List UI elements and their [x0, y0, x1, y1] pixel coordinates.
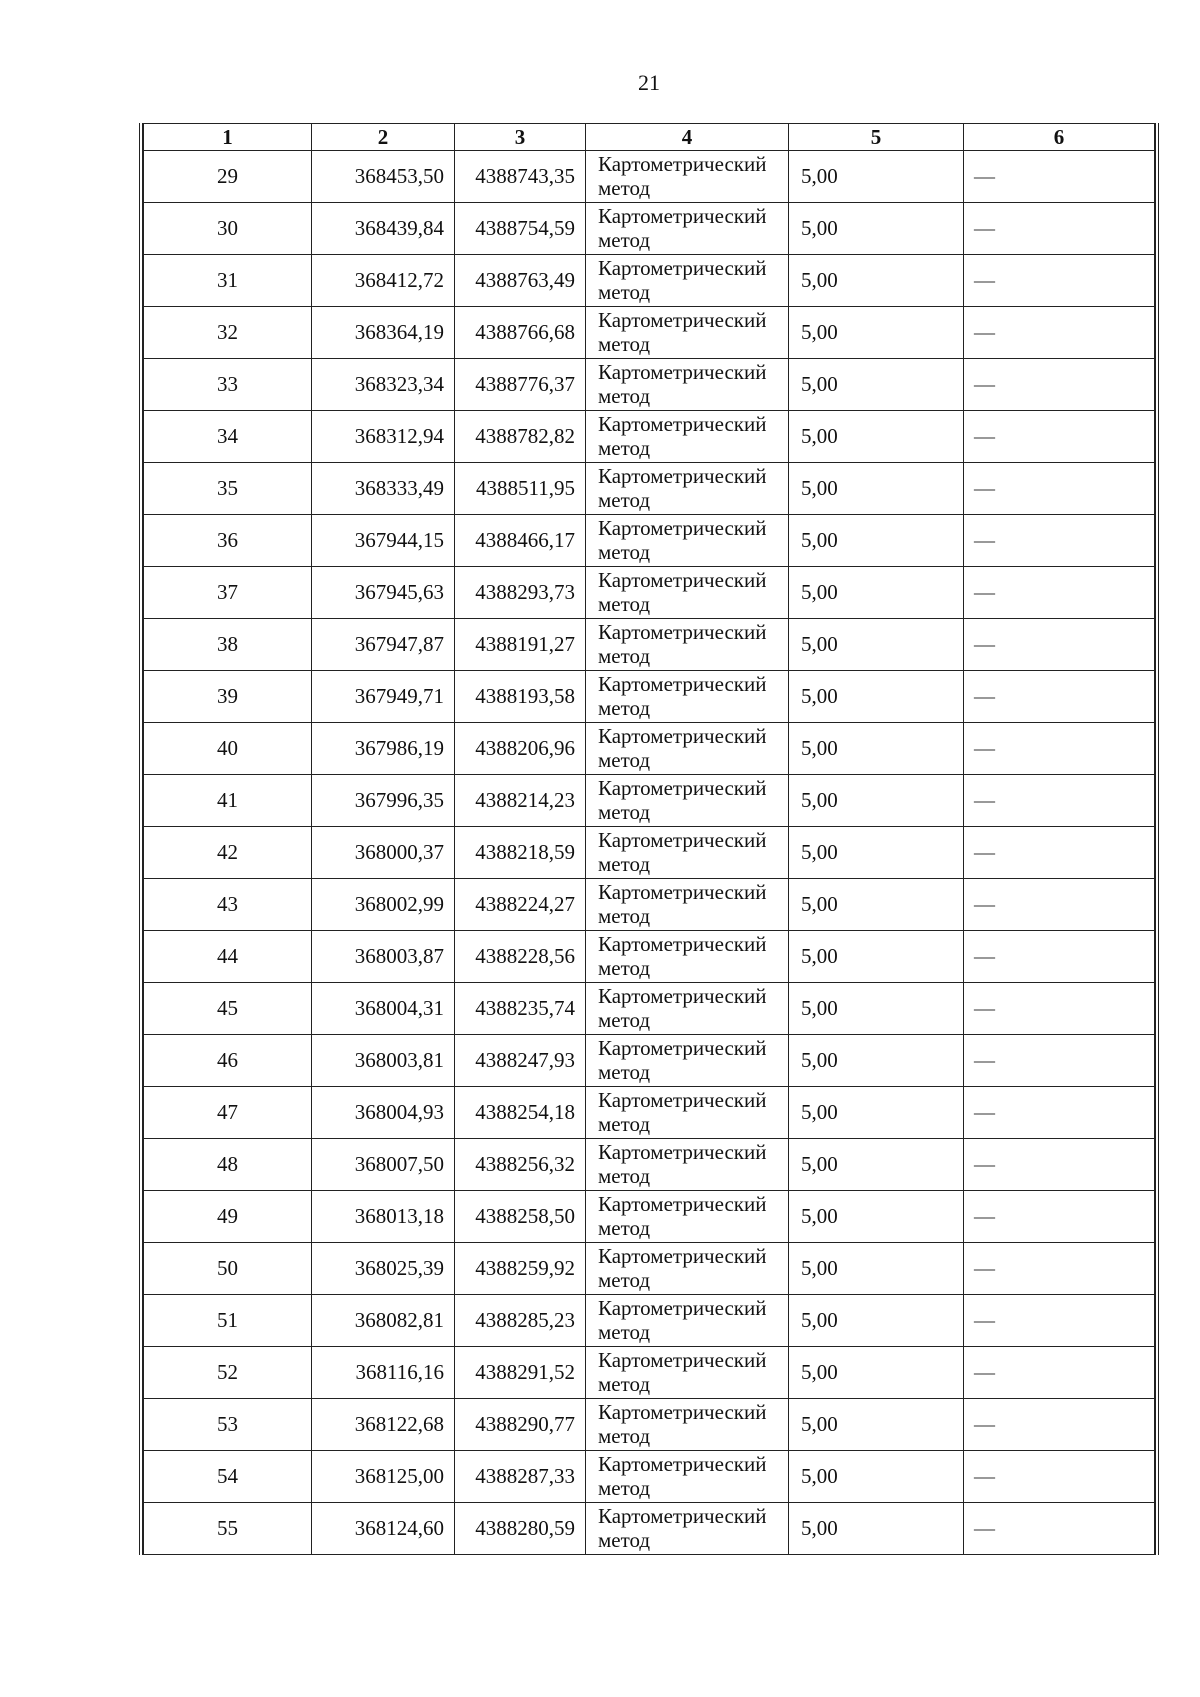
point-number-cell: 47 [144, 1087, 312, 1139]
note-cell: — [964, 463, 1155, 515]
note-cell: — [964, 879, 1155, 931]
x-coordinate-cell: 368124,60 [312, 1503, 455, 1555]
method-text-line: метод [598, 228, 651, 252]
method-cell [586, 307, 789, 359]
method-text-line: Картометрический [598, 1504, 767, 1528]
method-cell [586, 983, 789, 1035]
method-text-line: Картометрический [598, 360, 767, 384]
method-text-line: метод [598, 280, 651, 304]
point-number-cell: 38 [144, 619, 312, 671]
note-cell: — [964, 1503, 1155, 1555]
note-cell: — [964, 723, 1155, 775]
point-number-cell: 34 [144, 411, 312, 463]
method-text-line: Картометрический [598, 880, 767, 904]
x-coordinate-cell: 368116,16 [312, 1347, 455, 1399]
point-number-cell: 54 [144, 1451, 312, 1503]
method-cell [586, 1191, 789, 1243]
y-coordinate-cell: 4388776,37 [455, 359, 586, 411]
accuracy-cell: 5,00 [789, 203, 964, 255]
x-coordinate-cell: 368125,00 [312, 1451, 455, 1503]
y-coordinate-cell: 4388763,49 [455, 255, 586, 307]
x-coordinate-cell: 368439,84 [312, 203, 455, 255]
x-coordinate-cell: 367996,35 [312, 775, 455, 827]
note-cell: — [964, 1399, 1155, 1451]
point-number-cell: 48 [144, 1139, 312, 1191]
note-cell: — [964, 359, 1155, 411]
table-row [144, 723, 1155, 775]
method-text-line: метод [598, 748, 651, 772]
x-coordinate-cell: 368312,94 [312, 411, 455, 463]
method-cell [586, 879, 789, 931]
table-row [144, 203, 1155, 255]
method-cell [586, 1451, 789, 1503]
header-row [144, 124, 1155, 151]
note-cell: — [964, 1035, 1155, 1087]
point-number-cell: 36 [144, 515, 312, 567]
table-row [144, 619, 1155, 671]
accuracy-cell: 5,00 [789, 1451, 964, 1503]
y-coordinate-cell: 4388191,27 [455, 619, 586, 671]
note-cell: — [964, 1347, 1155, 1399]
point-number-cell: 42 [144, 827, 312, 879]
method-text-line: Картометрический [598, 1088, 767, 1112]
x-coordinate-cell: 368453,50 [312, 151, 455, 203]
method-cell [586, 775, 789, 827]
method-cell [586, 151, 789, 203]
accuracy-cell: 5,00 [789, 983, 964, 1035]
method-text-line: метод [598, 644, 651, 668]
point-number-cell: 35 [144, 463, 312, 515]
method-text-line: Картометрический [598, 1036, 767, 1060]
point-number-cell: 29 [144, 151, 312, 203]
method-cell [586, 411, 789, 463]
method-text-line: метод [598, 1164, 651, 1188]
accuracy-cell: 5,00 [789, 567, 964, 619]
method-cell [586, 1503, 789, 1555]
table-row [144, 567, 1155, 619]
method-cell [586, 515, 789, 567]
method-text-line: Картометрический [598, 672, 767, 696]
method-text-line: Картометрический [598, 620, 767, 644]
accuracy-cell: 5,00 [789, 1503, 964, 1555]
y-coordinate-cell: 4388766,68 [455, 307, 586, 359]
accuracy-cell: 5,00 [789, 827, 964, 879]
y-coordinate-cell: 4388293,73 [455, 567, 586, 619]
method-cell [586, 827, 789, 879]
table-row [144, 255, 1155, 307]
point-number-cell: 55 [144, 1503, 312, 1555]
table-row [144, 1139, 1155, 1191]
point-number-cell: 40 [144, 723, 312, 775]
note-cell: — [964, 1191, 1155, 1243]
accuracy-cell: 5,00 [789, 1295, 964, 1347]
accuracy-cell: 5,00 [789, 775, 964, 827]
table-row [144, 1035, 1155, 1087]
method-text-line: Картометрический [598, 1192, 767, 1216]
accuracy-cell: 5,00 [789, 359, 964, 411]
accuracy-cell: 5,00 [789, 1399, 964, 1451]
table-row [144, 463, 1155, 515]
method-text-line: метод [598, 488, 651, 512]
note-cell: — [964, 1295, 1155, 1347]
method-text-line: метод [598, 1320, 651, 1344]
note-cell: — [964, 151, 1155, 203]
accuracy-cell: 5,00 [789, 255, 964, 307]
accuracy-cell: 5,00 [789, 1191, 964, 1243]
accuracy-cell: 5,00 [789, 723, 964, 775]
y-coordinate-cell: 4388291,52 [455, 1347, 586, 1399]
method-text-line: Картометрический [598, 776, 767, 800]
method-text-line: метод [598, 1424, 651, 1448]
y-coordinate-cell: 4388258,50 [455, 1191, 586, 1243]
point-number-cell: 50 [144, 1243, 312, 1295]
method-text-line: метод [598, 904, 651, 928]
note-cell: — [964, 255, 1155, 307]
column-header-5: 5 [789, 124, 964, 151]
table-row [144, 1347, 1155, 1399]
method-cell [586, 203, 789, 255]
table-row [144, 775, 1155, 827]
y-coordinate-cell: 4388224,27 [455, 879, 586, 931]
note-cell: — [964, 1243, 1155, 1295]
method-text-line: метод [598, 436, 651, 460]
table-row [144, 307, 1155, 359]
method-text-line: метод [598, 592, 651, 616]
y-coordinate-cell: 4388193,58 [455, 671, 586, 723]
table-header [144, 124, 1155, 151]
method-text-line: метод [598, 696, 651, 720]
y-coordinate-cell: 4388287,33 [455, 1451, 586, 1503]
accuracy-cell: 5,00 [789, 1035, 964, 1087]
method-cell [586, 619, 789, 671]
table-row [144, 827, 1155, 879]
x-coordinate-cell: 367945,63 [312, 567, 455, 619]
accuracy-cell: 5,00 [789, 619, 964, 671]
x-coordinate-cell: 368003,81 [312, 1035, 455, 1087]
accuracy-cell: 5,00 [789, 151, 964, 203]
x-coordinate-cell: 368003,87 [312, 931, 455, 983]
point-number-cell: 32 [144, 307, 312, 359]
table-row [144, 151, 1155, 203]
method-cell [586, 1035, 789, 1087]
method-cell [586, 1295, 789, 1347]
method-text-line: метод [598, 176, 651, 200]
point-number-cell: 39 [144, 671, 312, 723]
table-body [144, 151, 1155, 1555]
method-text-line: Картометрический [598, 516, 767, 540]
x-coordinate-cell: 368412,72 [312, 255, 455, 307]
y-coordinate-cell: 4388218,59 [455, 827, 586, 879]
method-text-line: метод [598, 1060, 651, 1084]
y-coordinate-cell: 4388228,56 [455, 931, 586, 983]
x-coordinate-cell: 368007,50 [312, 1139, 455, 1191]
accuracy-cell: 5,00 [789, 671, 964, 723]
y-coordinate-cell: 4388214,23 [455, 775, 586, 827]
note-cell: — [964, 931, 1155, 983]
method-text-line: Картометрический [598, 1140, 767, 1164]
x-coordinate-cell: 367944,15 [312, 515, 455, 567]
coordinates-table [143, 123, 1155, 1555]
table-row [144, 671, 1155, 723]
y-coordinate-cell: 4388254,18 [455, 1087, 586, 1139]
y-coordinate-cell: 4388290,77 [455, 1399, 586, 1451]
method-text-line: Картометрический [598, 1244, 767, 1268]
point-number-cell: 43 [144, 879, 312, 931]
x-coordinate-cell: 368122,68 [312, 1399, 455, 1451]
x-coordinate-cell: 368004,93 [312, 1087, 455, 1139]
method-text-line: Картометрический [598, 412, 767, 436]
page-number: 21 [638, 70, 660, 95]
y-coordinate-cell: 4388247,93 [455, 1035, 586, 1087]
note-cell: — [964, 775, 1155, 827]
point-number-cell: 46 [144, 1035, 312, 1087]
y-coordinate-cell: 4388256,32 [455, 1139, 586, 1191]
point-number-cell: 45 [144, 983, 312, 1035]
method-cell [586, 463, 789, 515]
x-coordinate-cell: 368323,34 [312, 359, 455, 411]
note-cell: — [964, 515, 1155, 567]
note-cell: — [964, 1139, 1155, 1191]
y-coordinate-cell: 4388206,96 [455, 723, 586, 775]
table-row [144, 515, 1155, 567]
x-coordinate-cell: 368082,81 [312, 1295, 455, 1347]
note-cell: — [964, 1087, 1155, 1139]
note-cell: — [964, 671, 1155, 723]
table-row [144, 1451, 1155, 1503]
method-text-line: Картометрический [598, 1296, 767, 1320]
table-row [144, 411, 1155, 463]
point-number-cell: 44 [144, 931, 312, 983]
method-text-line: метод [598, 1268, 651, 1292]
method-cell [586, 931, 789, 983]
table-row [144, 1295, 1155, 1347]
x-coordinate-cell: 368004,31 [312, 983, 455, 1035]
method-cell [586, 1347, 789, 1399]
y-coordinate-cell: 4388743,35 [455, 151, 586, 203]
table-row [144, 879, 1155, 931]
method-cell [586, 1243, 789, 1295]
note-cell: — [964, 983, 1155, 1035]
method-text-line: Картометрический [598, 1348, 767, 1372]
y-coordinate-cell: 4388235,74 [455, 983, 586, 1035]
accuracy-cell: 5,00 [789, 515, 964, 567]
method-text-line: метод [598, 1372, 651, 1396]
method-text-line: метод [598, 540, 651, 564]
table-row [144, 1503, 1155, 1555]
method-text-line: Картометрический [598, 724, 767, 748]
accuracy-cell: 5,00 [789, 411, 964, 463]
method-cell [586, 359, 789, 411]
table-row [144, 1087, 1155, 1139]
point-number-cell: 41 [144, 775, 312, 827]
method-text-line: метод [598, 1216, 651, 1240]
coordinates-table-frame [139, 123, 1159, 1555]
note-cell: — [964, 567, 1155, 619]
method-text-line: Картометрический [598, 464, 767, 488]
point-number-cell: 30 [144, 203, 312, 255]
method-cell [586, 567, 789, 619]
table-row [144, 1243, 1155, 1295]
accuracy-cell: 5,00 [789, 1139, 964, 1191]
point-number-cell: 51 [144, 1295, 312, 1347]
table-row [144, 359, 1155, 411]
note-cell: — [964, 307, 1155, 359]
note-cell: — [964, 411, 1155, 463]
method-text-line: метод [598, 956, 651, 980]
x-coordinate-cell: 368000,37 [312, 827, 455, 879]
x-coordinate-cell: 368025,39 [312, 1243, 455, 1295]
y-coordinate-cell: 4388782,82 [455, 411, 586, 463]
x-coordinate-cell: 368364,19 [312, 307, 455, 359]
method-text-line: метод [598, 800, 651, 824]
method-text-line: Картометрический [598, 256, 767, 280]
note-cell: — [964, 827, 1155, 879]
accuracy-cell: 5,00 [789, 307, 964, 359]
table-row [144, 983, 1155, 1035]
method-text-line: Картометрический [598, 932, 767, 956]
method-text-line: Картометрический [598, 1452, 767, 1476]
method-text-line: Картометрический [598, 828, 767, 852]
method-text-line: метод [598, 384, 651, 408]
y-coordinate-cell: 4388285,23 [455, 1295, 586, 1347]
method-text-line: Картометрический [598, 152, 767, 176]
column-header-6: 6 [964, 124, 1155, 151]
column-header-4: 4 [586, 124, 789, 151]
point-number-cell: 53 [144, 1399, 312, 1451]
point-number-cell: 33 [144, 359, 312, 411]
accuracy-cell: 5,00 [789, 1243, 964, 1295]
point-number-cell: 31 [144, 255, 312, 307]
method-cell [586, 1087, 789, 1139]
method-text-line: метод [598, 332, 651, 356]
point-number-cell: 52 [144, 1347, 312, 1399]
y-coordinate-cell: 4388466,17 [455, 515, 586, 567]
method-text-line: Картометрический [598, 1400, 767, 1424]
column-header-2: 2 [312, 124, 455, 151]
x-coordinate-cell: 367947,87 [312, 619, 455, 671]
method-cell [586, 255, 789, 307]
accuracy-cell: 5,00 [789, 1347, 964, 1399]
note-cell: — [964, 1451, 1155, 1503]
method-text-line: Картометрический [598, 984, 767, 1008]
table-row [144, 1399, 1155, 1451]
accuracy-cell: 5,00 [789, 463, 964, 515]
method-text-line: Картометрический [598, 308, 767, 332]
point-number-cell: 37 [144, 567, 312, 619]
point-number-cell: 49 [144, 1191, 312, 1243]
method-text-line: Картометрический [598, 568, 767, 592]
method-text-line: Картометрический [598, 204, 767, 228]
y-coordinate-cell: 4388754,59 [455, 203, 586, 255]
column-header-3: 3 [455, 124, 586, 151]
x-coordinate-cell: 367949,71 [312, 671, 455, 723]
accuracy-cell: 5,00 [789, 879, 964, 931]
x-coordinate-cell: 367986,19 [312, 723, 455, 775]
x-coordinate-cell: 368013,18 [312, 1191, 455, 1243]
method-text-line: метод [598, 852, 651, 876]
y-coordinate-cell: 4388511,95 [455, 463, 586, 515]
column-header-1: 1 [144, 124, 312, 151]
accuracy-cell: 5,00 [789, 931, 964, 983]
table-row [144, 1191, 1155, 1243]
method-cell [586, 723, 789, 775]
y-coordinate-cell: 4388280,59 [455, 1503, 586, 1555]
method-text-line: метод [598, 1008, 651, 1032]
note-cell: — [964, 203, 1155, 255]
x-coordinate-cell: 368333,49 [312, 463, 455, 515]
x-coordinate-cell: 368002,99 [312, 879, 455, 931]
method-cell [586, 1139, 789, 1191]
method-text-line: метод [598, 1476, 651, 1500]
method-text-line: метод [598, 1528, 651, 1552]
method-cell [586, 1399, 789, 1451]
table-row [144, 931, 1155, 983]
y-coordinate-cell: 4388259,92 [455, 1243, 586, 1295]
method-text-line: метод [598, 1112, 651, 1136]
accuracy-cell: 5,00 [789, 1087, 964, 1139]
method-cell [586, 671, 789, 723]
note-cell: — [964, 619, 1155, 671]
